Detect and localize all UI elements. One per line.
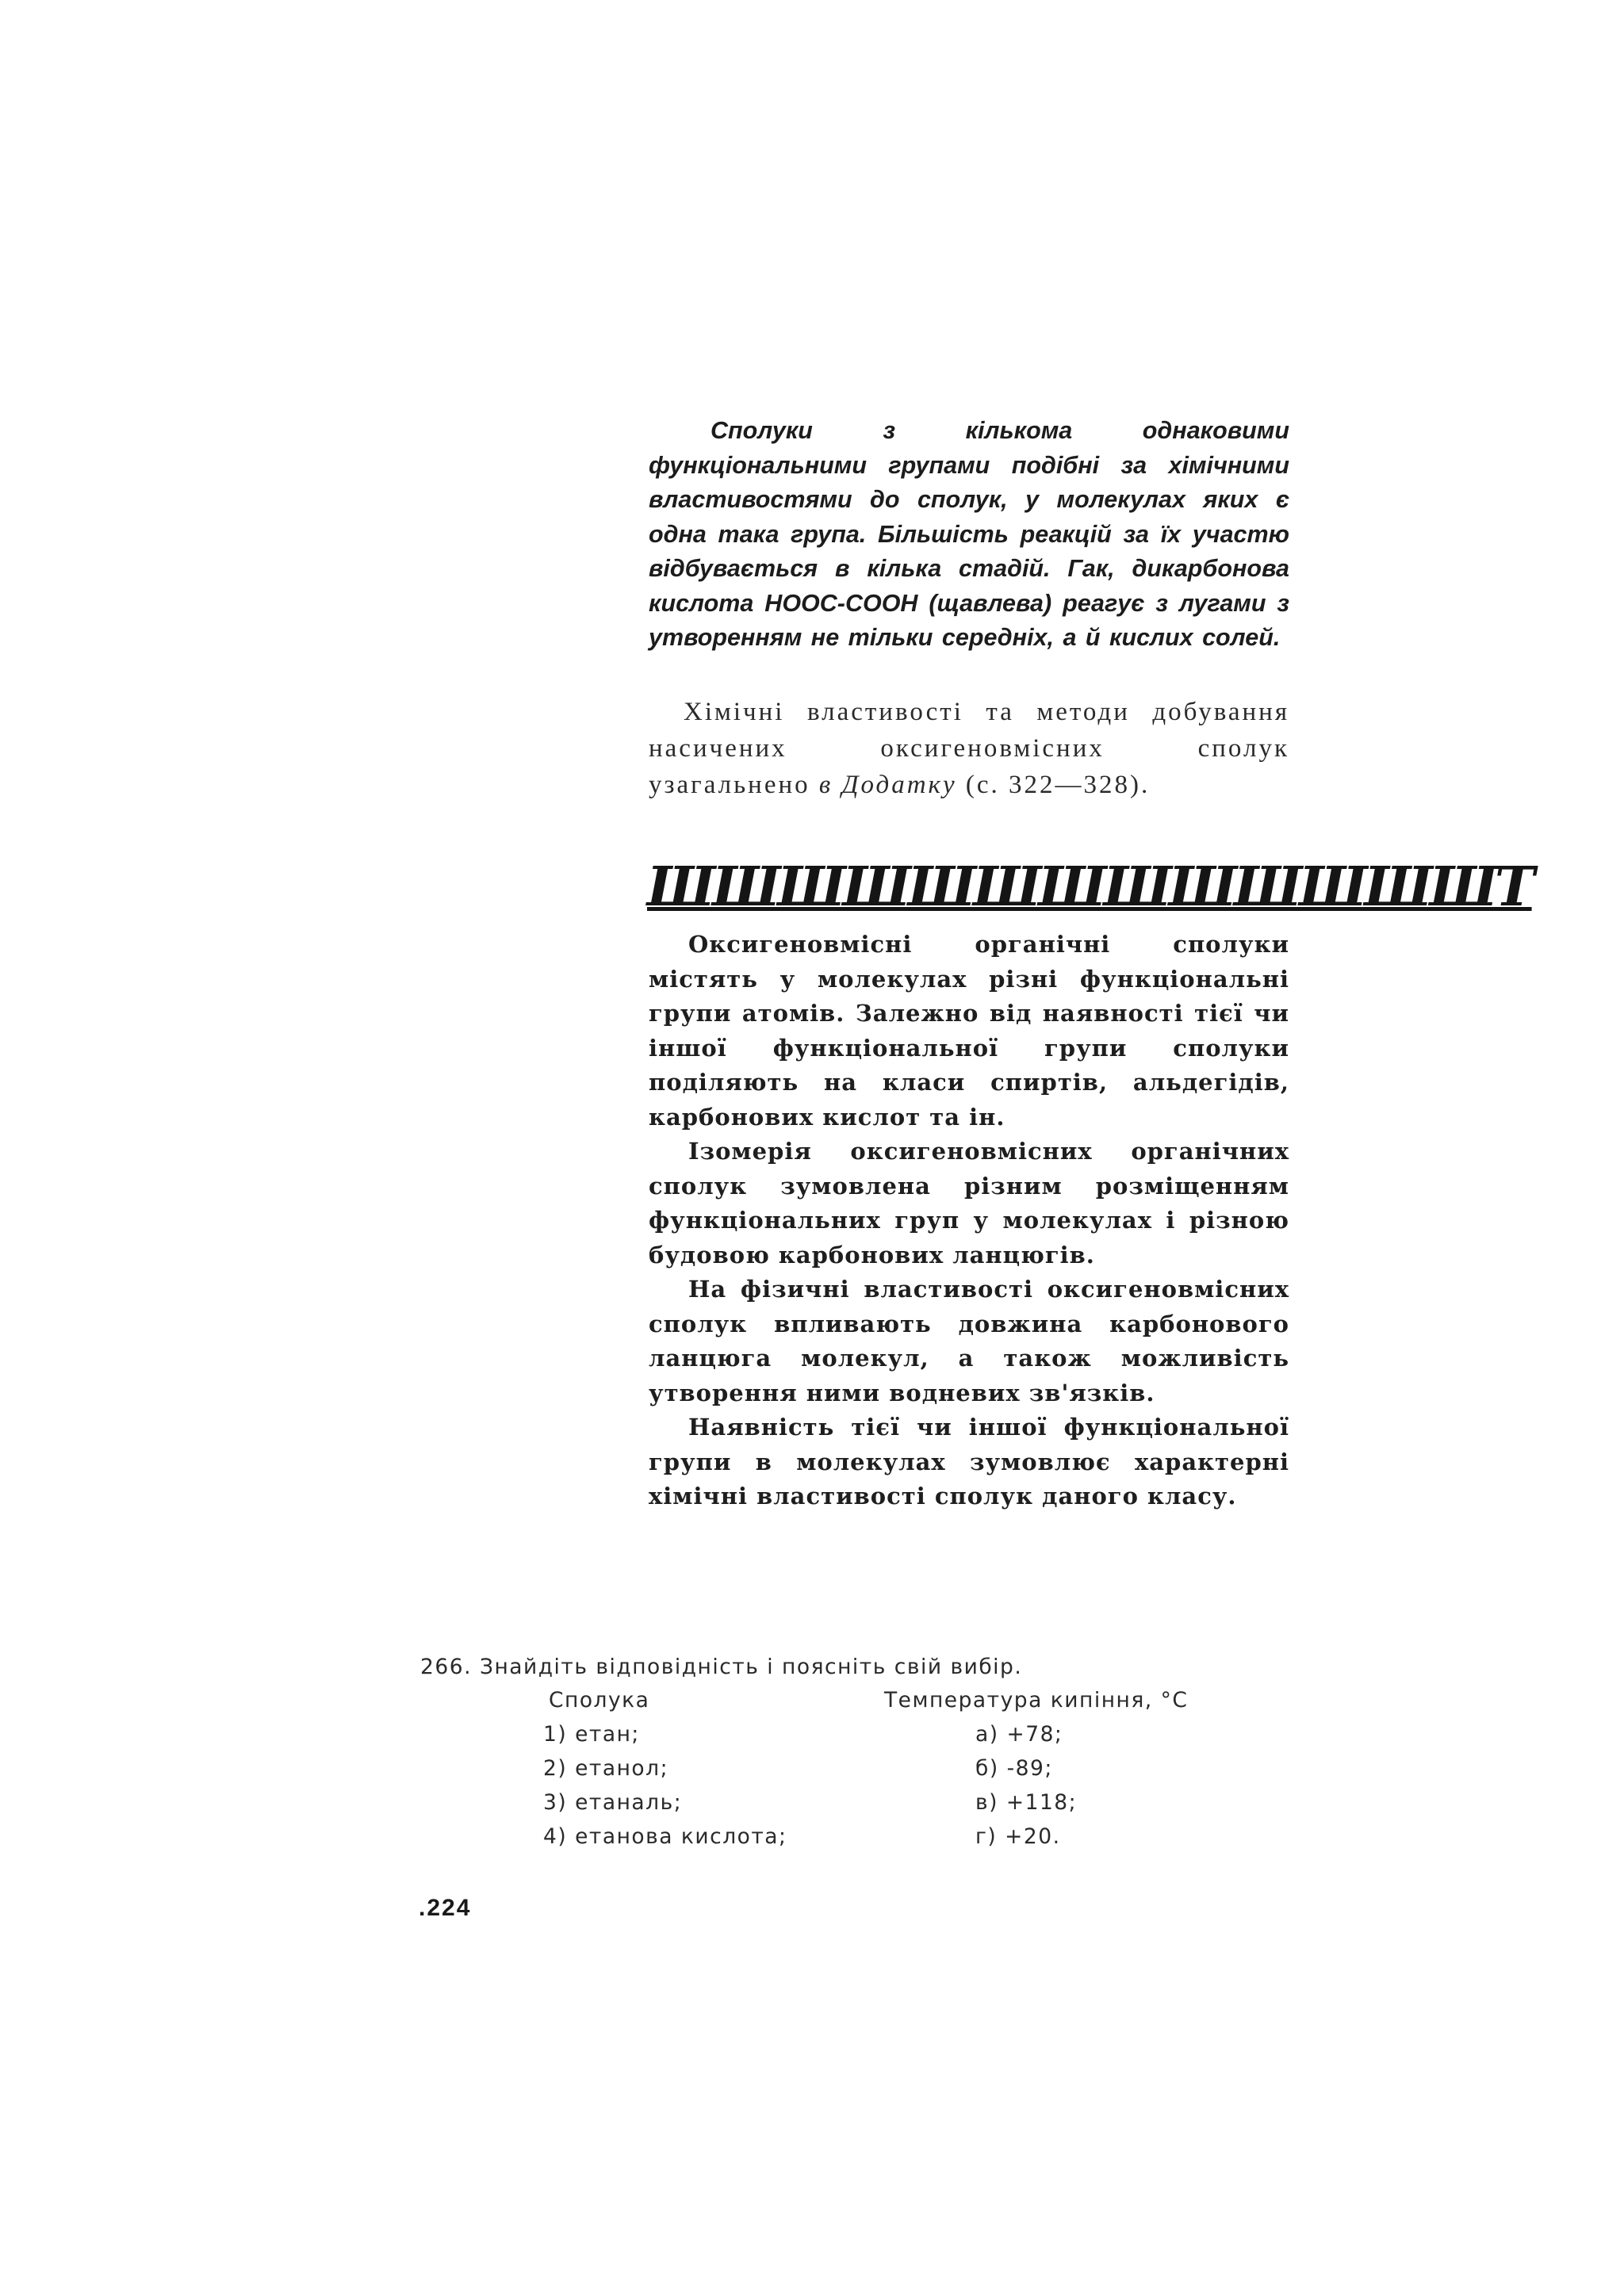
summary-paragraph: На фізичні властивості оксигеновмісних сполук впливають довжина карбонового ланцюга молекул, а також можливість утворення ними водневих зв'язків.	[649, 1276, 1289, 1406]
exercise-266	[420, 1651, 1293, 1849]
boiling-point-item: г) +20.	[975, 1824, 1061, 1849]
exercise-stem	[420, 1651, 1293, 1684]
boiling-point-item: а) +78;	[975, 1722, 1063, 1747]
appendix-link[interactable]: в Додатку	[818, 771, 957, 799]
matching-row	[420, 1752, 1293, 1786]
matching-row	[420, 1820, 1293, 1854]
appendix-pages: (с. 322—328).	[956, 771, 1151, 799]
compound-item: 1) етан;	[543, 1722, 640, 1747]
summary-paragraph: Ізомерія оксигеновмісних органічних сполук зумовлена різним розміщенням функціональних груп у молекулах і різною будовою карбонових ланцюгів.	[649, 1138, 1289, 1269]
header-boiling-point: Температура кипіння, °С	[884, 1688, 1189, 1712]
header-compound: Сполука	[549, 1688, 650, 1712]
compound-item: 2) етанол;	[543, 1756, 669, 1781]
matching-row	[420, 1718, 1293, 1752]
page-number: .224	[419, 1895, 472, 1921]
matching-table	[420, 1684, 1293, 1854]
highlight-note-text: Сполуки з кількома однаковими функціональними групами подібні за хімічними властивостями до сполук, у молекулах яких є одна така група. Більшість реакцій за їх участю відбувається в кілька стадій. Гак, дикарбонова кислота НООС-СООН (щавлева) реагує з лугами з утворенням не тільки середніх, а й кислих солей.	[649, 417, 1289, 651]
exercise-number: 266.	[420, 1655, 473, 1679]
matching-header	[420, 1684, 1293, 1718]
exercise-prompt: Знайдіть відповідність і поясніть свій вибір.	[479, 1655, 1023, 1679]
section-summary	[649, 928, 1289, 1514]
compound-item: 3) етаналь;	[543, 1790, 683, 1815]
summary-paragraph: Наявність тієї чи іншої функціональної групи в молекулах зумовлює характерні хімічні властивості сполук даного класу.	[649, 1414, 1289, 1510]
summary-paragraph: Оксигеновмісні органічні сполуки містять у молекулах різні функціональні групи атомів. Залежно від наявності тієї чи іншої функціональної групи сполуки поділяють на класи спиртів, альдегідів, карбонових кислот та ін.	[649, 931, 1289, 1131]
boiling-point-item: в) +118;	[975, 1790, 1078, 1815]
appendix-reference-text: Хімічні властивості та методи добування насичених оксигеновмісних сполук узагальнено	[649, 698, 1289, 799]
highlight-note	[649, 414, 1289, 656]
boiling-point-item: б) -89;	[975, 1756, 1053, 1781]
compound-item: 4) етанова кислота;	[543, 1824, 787, 1849]
matching-row	[420, 1786, 1293, 1820]
section-banner: ШШШШШШШШШШШШШТ	[647, 855, 1532, 919]
appendix-reference	[649, 694, 1289, 803]
